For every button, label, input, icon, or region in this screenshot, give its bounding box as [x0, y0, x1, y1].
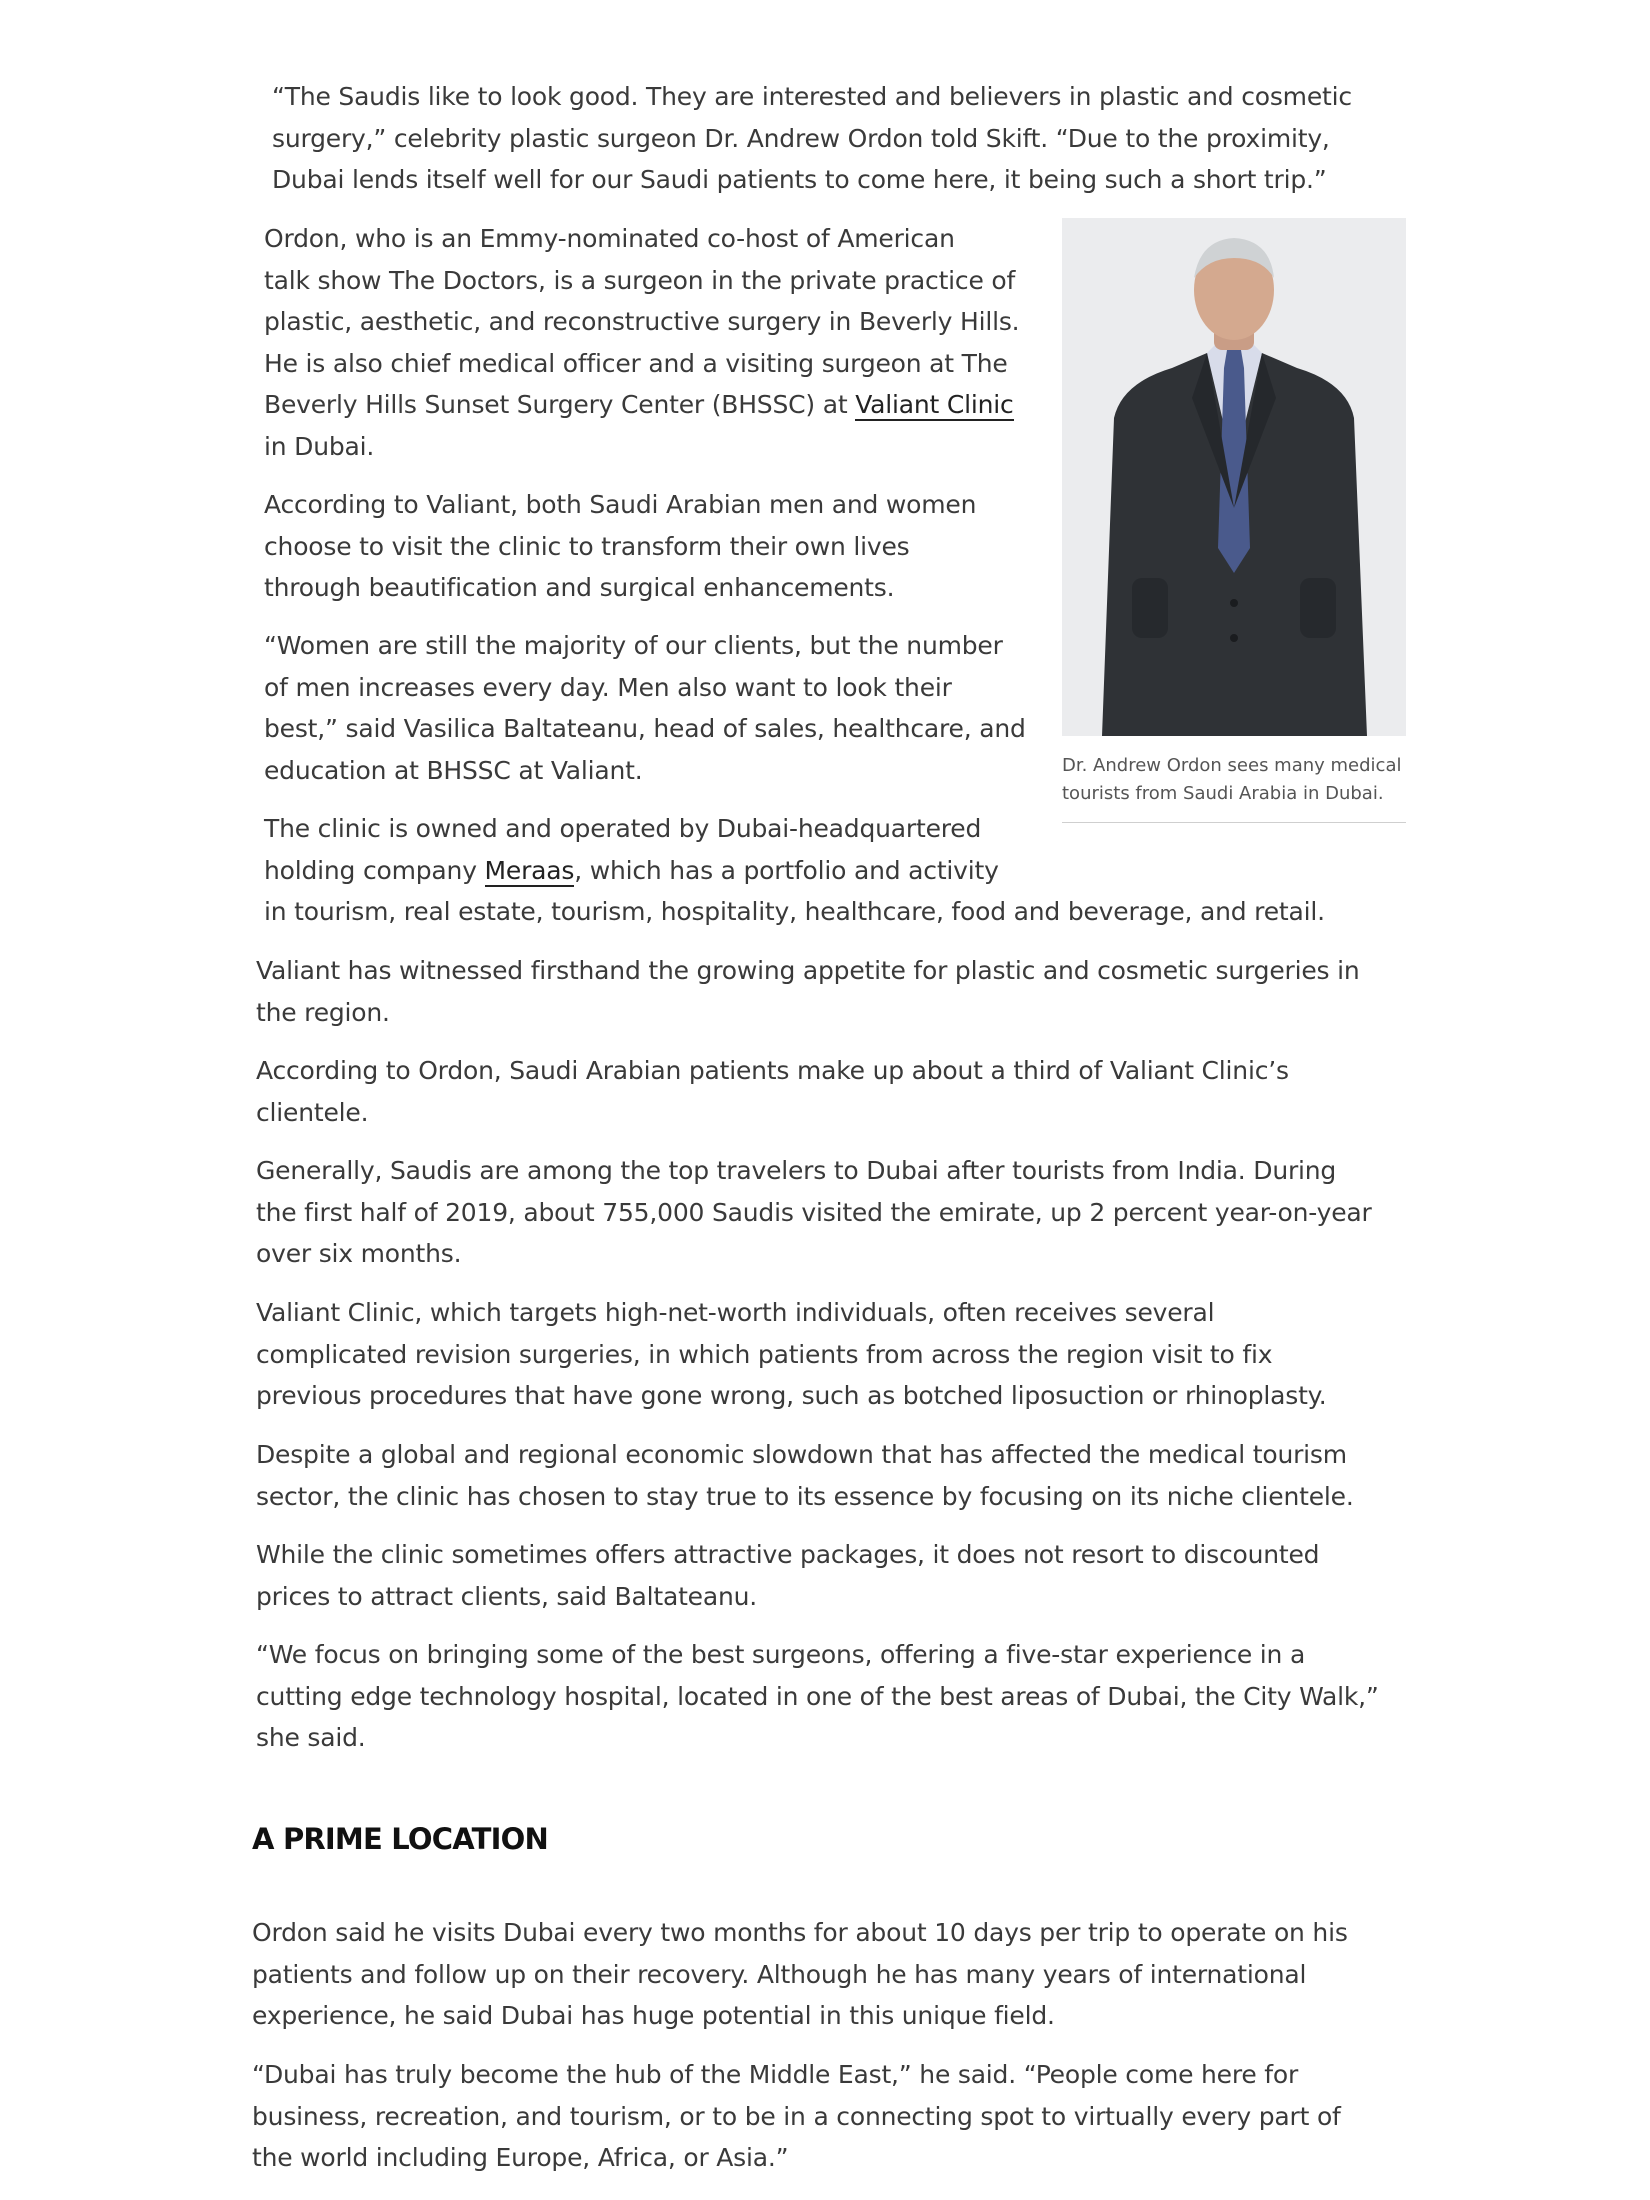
paragraph-valiant-visitors: According to Valiant, both Saudi Arabian men and women choose to visit the clinic to transform their own lives through beautification and surgical enhancements. — [264, 490, 977, 602]
paragraph-ordon-bio: Ordon, who is an Emmy-nominated co-host of American talk show The Doctors, is a surgeon in the private practice of plastic, aesthetic, and reconstructive surgery in Beverly Hills. He is also chief medical officer and a visiting surgeon at The Beverly Hills Sunset Surgery Center (BHSSC) at Valiant Clinic in Dubai. — [264, 224, 1020, 461]
paragraph-third-clientele: According to Ordon, Saudi Arabian patients make up about a third of Valiant Clinic’s clientele. — [256, 1056, 1289, 1127]
paragraph-baltateanu-quote: “Women are still the majority of our clients, but the number of men increases every day. Men also want to look their best,” said Vasilica Baltateanu, head of sales, healthcare, and education at BHSSC at Valiant. — [264, 631, 1026, 785]
meraas-link[interactable]: Meraas — [484, 855, 575, 885]
photo-figure — [1062, 218, 1406, 823]
paragraph-top-travelers: Generally, Saudis are among the top travelers to Dubai after tourists from India. During the first half of 2019, about 755,000 Saudis visited the emirate, up 2 percent year-on-year over six months. — [256, 1156, 1372, 1268]
valiant-clinic-link[interactable]: Valiant Clinic — [855, 390, 1014, 419]
paragraph-packages: While the clinic sometimes offers attractive packages, it does not resort to discounted prices to attract clients, said Baltateanu. — [256, 1540, 1320, 1611]
paragraph-revision-surgeries: Valiant Clinic, which targets high-net-worth individuals, often receives several complicated revision surgeries, in which patients from across the region visit to fix previous procedures that have gone wrong, such as botched liposuction or rhinoplasty. — [256, 1298, 1327, 1410]
quote-paragraph: “The Saudis like to look good. They are interested and believers in plastic and cosmetic surgery,” celebrity plastic surgeon Dr. Andrew Ordon told Skift. “Due to the proximity, Dubai lends itself well for our Saudi patients to come here, it being such a short trip.” — [272, 82, 1352, 194]
paragraph-visits-dubai: Ordon said he visits Dubai every two months for about 10 days per trip to operate on his patients and follow up on their recovery. Although he has many years of international experience, he said Dubai has huge potential in this unique field. — [252, 1918, 1348, 2030]
paragraph-appetite: Valiant has witnessed firsthand the growing appetite for plastic and cosmetic surgeries in the region. — [256, 956, 1360, 1027]
photo-caption: Dr. Andrew Ordon sees many medical tourists from Saudi Arabia in Dubai. — [1062, 752, 1406, 823]
paragraph-hub-quote: “Dubai has truly become the hub of the Middle East,” he said. “People come here for business, recreation, and tourism, or to be in a connecting spot to virtually every part of the world including Europe, Africa, or Asia.” — [252, 2060, 1341, 2172]
paragraph-meraas: The clinic is owned and operated by Dubai-headquartered holding company Meraas, which has a portfolio and activity in tourism, real estate, tourism, hospitality, healthcare, food and beverage, and retail. — [264, 814, 1325, 926]
paragraph-slowdown: Despite a global and regional economic slowdown that has affected the medical tourism sector, the clinic has chosen to stay true to its essence by focusing on its niche clientele. — [256, 1440, 1354, 1511]
paragraph-best-surgeons-quote: “We focus on bringing some of the best surgeons, offering a five-star experience in a cutting edge technology hospital, located in one of the best areas of Dubai, the City Walk,” she said. — [256, 1640, 1379, 1752]
section-heading: A PRIME LOCATION — [252, 1822, 548, 1856]
dr-ordon-photo — [1062, 218, 1406, 736]
